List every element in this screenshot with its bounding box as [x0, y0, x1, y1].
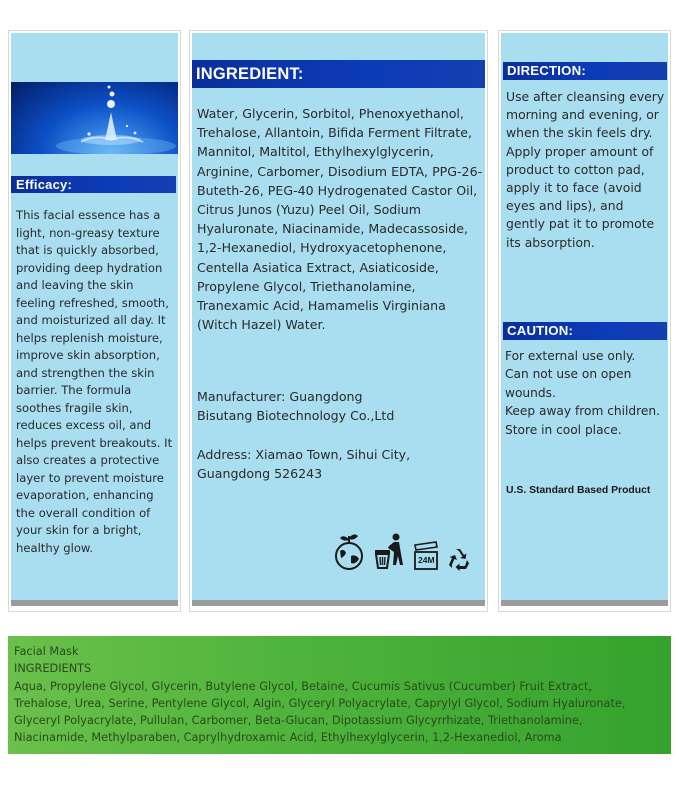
ingredient-heading-text: INGREDIENT: [196, 65, 304, 83]
caution-line: Store in cool place. [505, 422, 622, 437]
caution-line: Keep away from children. [505, 404, 660, 419]
direction-text: Use after cleansing every morning and evening, or when the skin feels dry. Apply proper amount of product to cotton pad, apply it to face (avoid eyes and lips), and gently pat it to promote its absorption. [506, 89, 665, 250]
ingredient-panel-shadow [192, 600, 485, 606]
dispose-in-bin-icon [372, 532, 406, 572]
facial-mask-ingredient-line: Niacinamide, Methylparaben, Caprylhydroxamic Acid, Ethylhexylglycerin, 1,2-Hexanediol, Aroma [14, 731, 562, 744]
facial-mask-ingredient-line: Trehalose, Urea, Serine, Pentylene Glycol, Algin, Glyceryl Polyacrylate, Caprylyl Glycol, Sodium Hyaluronate, [14, 697, 626, 710]
caution-heading-text: CAUTION: [507, 323, 574, 338]
direction-heading [503, 62, 667, 80]
manufacturer-text: Manufacturer: Guangdong Bisutang Biotechnology Co.,Ltd [197, 389, 395, 424]
water-drop-splash-image [11, 82, 178, 154]
standard-badge-text: U.S. Standard Based Product [506, 485, 651, 496]
eco-globe-icon [332, 532, 366, 572]
caution-line: For external use only. [505, 349, 636, 363]
facial-mask-title: Facial Mask [14, 645, 79, 658]
direction-heading-text: DIRECTION: [507, 63, 586, 78]
water-drop-splash-icon [11, 82, 178, 154]
efficacy-heading [11, 176, 176, 193]
efficacy-panel-shadow [11, 600, 178, 606]
efficacy-heading-text: Efficacy: [16, 177, 72, 192]
ingredient-list: Water, Glycerin, Sorbitol, Phenoxyethanol, Trehalose, Allantoin, Bifida Ferment Filtrate, Mannitol, Maltitol, Ethylhexylglycerin, Arginine, Carbomer, Disodium EDTA, PPG-26-Buteth-26, PEG-40 Hydrogenated Castor Oil, Citrus Junos (Yuzu) Peel Oil, Sodium Hyaluronate, Niacinamide, Madecassoside, 1,2-Hexanediol, Hydroxyacetophenone, Centella Asiatica Extract, Asiaticoside, Propylene Glycol, Triethanolamine, Tranexamic Acid, Hamamelis Virginiana (Witch Hazel) Water. [197, 106, 483, 333]
caution-list [505, 347, 670, 439]
caution-line: Can not use on open wounds. [505, 367, 632, 400]
facial-mask-ingredient-line: Aqua, Propylene Glycol, Glycerin, Butylene Glycol, Betaine, Cucumis Sativus (Cucumber) Fruit Extract, [14, 680, 593, 693]
facial-mask-subtitle: INGREDIENTS [14, 662, 92, 675]
facial-mask-ingredient-line: Glyceryl Polyacrylate, Pullulan, Carbomer, Beta-Glucan, Dipotassium Glycyrrhizate, Triethanolamine, [14, 714, 583, 727]
efficacy-text: This facial essence has a light, non-greasy texture that is quickly absorbed, providing deep hydration and leaving the skin feeling refreshed, smooth, and moisturized all day. It helps replenish moisture, improve skin absorption, and strengthen the skin barrier. The formula soothes fragile skin, reduces excess oil, and helps prevent breakouts. It also creates a protective layer to prevent moisture evaporation, enhancing the overall condition of your skin for a bright, healthy glow. [16, 208, 173, 555]
direction-panel-shadow [501, 600, 668, 606]
caution-heading [503, 322, 667, 340]
recycle-icon [446, 545, 472, 571]
period-after-opening-icon [412, 540, 440, 572]
pao-label: 24M [418, 555, 435, 565]
address-text: Address: Xiamao Town, Sihui City, Guangdong 526243 [197, 447, 411, 482]
ingredient-heading [192, 60, 485, 88]
